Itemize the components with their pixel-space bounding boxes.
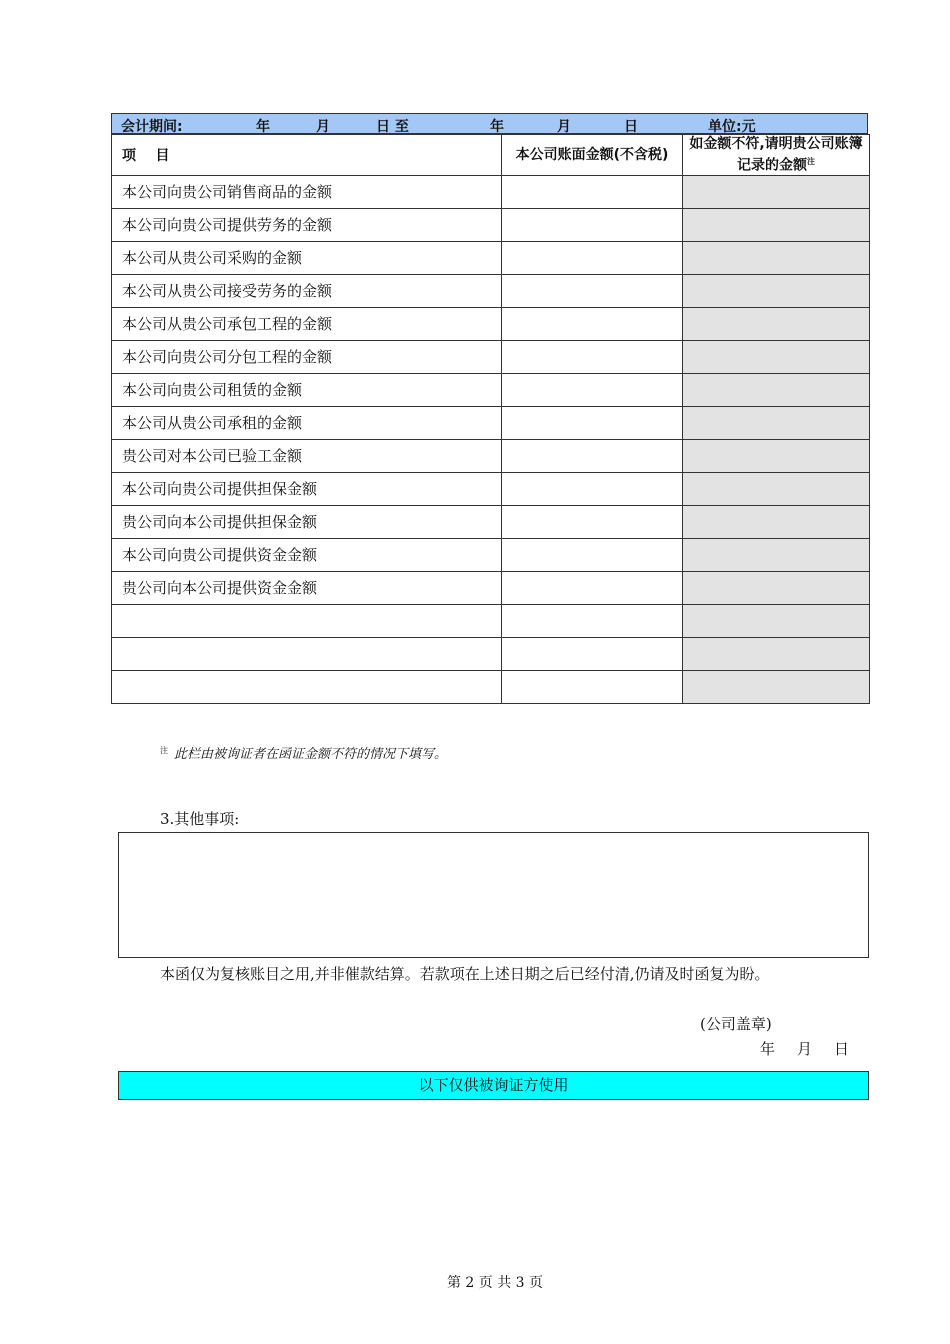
row-diff-amount-cell[interactable] (683, 241, 870, 274)
row-diff-amount-cell[interactable] (683, 505, 870, 538)
table-row (112, 670, 870, 703)
row-diff-amount-cell[interactable] (683, 538, 870, 571)
row-diff-amount-cell[interactable] (683, 373, 870, 406)
table-row (112, 241, 870, 274)
row-book-amount-cell[interactable] (502, 604, 683, 637)
row-item-label: 本公司从贵公司承包工程的金额 (112, 307, 502, 340)
table-row (112, 175, 870, 208)
row-item-label: 本公司向贵公司分包工程的金额 (112, 340, 502, 373)
other-matters-label: 3.其他事项: (160, 810, 240, 828)
row-book-amount-cell[interactable] (502, 241, 683, 274)
unit-label: 单位:元 (708, 119, 756, 135)
table-row (112, 604, 870, 637)
row-diff-amount-cell[interactable] (683, 571, 870, 604)
row-item-label: 贵公司向本公司提供担保金额 (112, 505, 502, 538)
table-row (112, 439, 870, 472)
period-start-year: 年 (256, 119, 270, 135)
row-book-amount-cell[interactable] (502, 505, 683, 538)
table-row (112, 637, 870, 670)
period-start-month: 月 (316, 119, 330, 135)
date-day: 日 (834, 1040, 850, 1058)
row-item-label: 本公司向贵公司提供劳务的金额 (112, 208, 502, 241)
row-diff-amount-cell[interactable] (683, 637, 870, 670)
row-book-amount-cell[interactable] (502, 439, 683, 472)
header-diff-amount (683, 135, 870, 176)
row-item-label: 本公司从贵公司采购的金额 (112, 241, 502, 274)
table-row (112, 571, 870, 604)
row-book-amount-cell[interactable] (502, 406, 683, 439)
row-item-label: 本公司向贵公司租赁的金额 (112, 373, 502, 406)
table-header-row (112, 135, 870, 176)
notice-text: 本函仅为复核账目之用,并非催款结算。若款项在上述日期之后已经付清,仍请及时函复为盼。 (160, 965, 770, 983)
page-number: 第 2 页 共 3 页 (446, 1275, 544, 1291)
row-item-label (112, 637, 502, 670)
period-end-month: 月 (557, 119, 571, 135)
row-book-amount-cell[interactable] (502, 571, 683, 604)
table-row (112, 505, 870, 538)
period-end-day: 日 (624, 119, 638, 135)
date-line (760, 1038, 849, 1059)
row-item-label (112, 604, 502, 637)
header-item: 项 目 (112, 135, 502, 176)
date-month: 月 (797, 1040, 813, 1058)
accounting-period-bar (111, 113, 868, 134)
other-matters-box[interactable] (118, 832, 869, 958)
row-book-amount-cell[interactable] (502, 307, 683, 340)
row-diff-amount-cell[interactable] (683, 274, 870, 307)
footnote (160, 743, 447, 762)
header-book-amount (502, 135, 683, 176)
row-book-amount-cell[interactable] (502, 373, 683, 406)
table-row (112, 274, 870, 307)
company-seal-label: (公司盖章) (700, 1015, 772, 1033)
row-diff-amount-cell[interactable] (683, 208, 870, 241)
row-book-amount-cell[interactable] (502, 208, 683, 241)
row-item-label: 贵公司向本公司提供资金金额 (112, 571, 502, 604)
row-item-label: 本公司向贵公司提供资金金额 (112, 538, 502, 571)
row-diff-amount-cell[interactable] (683, 604, 870, 637)
row-diff-amount-cell[interactable] (683, 472, 870, 505)
table-row (112, 538, 870, 571)
footnote-mark: 注 (160, 745, 168, 755)
row-item-label: 本公司从贵公司承租的金额 (112, 406, 502, 439)
table-row (112, 340, 870, 373)
row-item-label: 贵公司对本公司已验工金额 (112, 439, 502, 472)
row-book-amount-cell[interactable] (502, 637, 683, 670)
row-diff-amount-cell[interactable] (683, 670, 870, 703)
row-book-amount-cell[interactable] (502, 670, 683, 703)
footnote-text: 此栏由被询证者在函证金额不符的情况下填写。 (174, 747, 448, 762)
header-book-amount-label: 本公司账面金额(不含税) (515, 146, 669, 163)
confirmation-table (111, 134, 870, 704)
period-label: 会计期间: (121, 119, 183, 135)
table-row (112, 373, 870, 406)
row-item-label (112, 670, 502, 703)
row-book-amount-cell[interactable] (502, 175, 683, 208)
date-year: 年 (760, 1040, 776, 1058)
header-diff-amount-label: 如金额不符,请明贵公司账簿记录的金额 (689, 136, 863, 174)
row-diff-amount-cell[interactable] (683, 439, 870, 472)
row-diff-amount-cell[interactable] (683, 175, 870, 208)
row-item-label: 本公司向贵公司提供担保金额 (112, 472, 502, 505)
row-diff-amount-cell[interactable] (683, 406, 870, 439)
confirming-party-bar: 以下仅供被询证方使用 (118, 1071, 869, 1100)
table-row (112, 472, 870, 505)
table-row (112, 406, 870, 439)
period-start-day-to: 日 至 (376, 119, 409, 135)
table-row (112, 208, 870, 241)
period-end-year: 年 (490, 119, 504, 135)
row-book-amount-cell[interactable] (502, 340, 683, 373)
header-note-mark: 注 (807, 157, 815, 166)
row-diff-amount-cell[interactable] (683, 307, 870, 340)
row-book-amount-cell[interactable] (502, 472, 683, 505)
row-diff-amount-cell[interactable] (683, 340, 870, 373)
row-item-label: 本公司向贵公司销售商品的金额 (112, 175, 502, 208)
row-item-label: 本公司从贵公司接受劳务的金额 (112, 274, 502, 307)
row-book-amount-cell[interactable] (502, 274, 683, 307)
table-row (112, 307, 870, 340)
row-book-amount-cell[interactable] (502, 538, 683, 571)
